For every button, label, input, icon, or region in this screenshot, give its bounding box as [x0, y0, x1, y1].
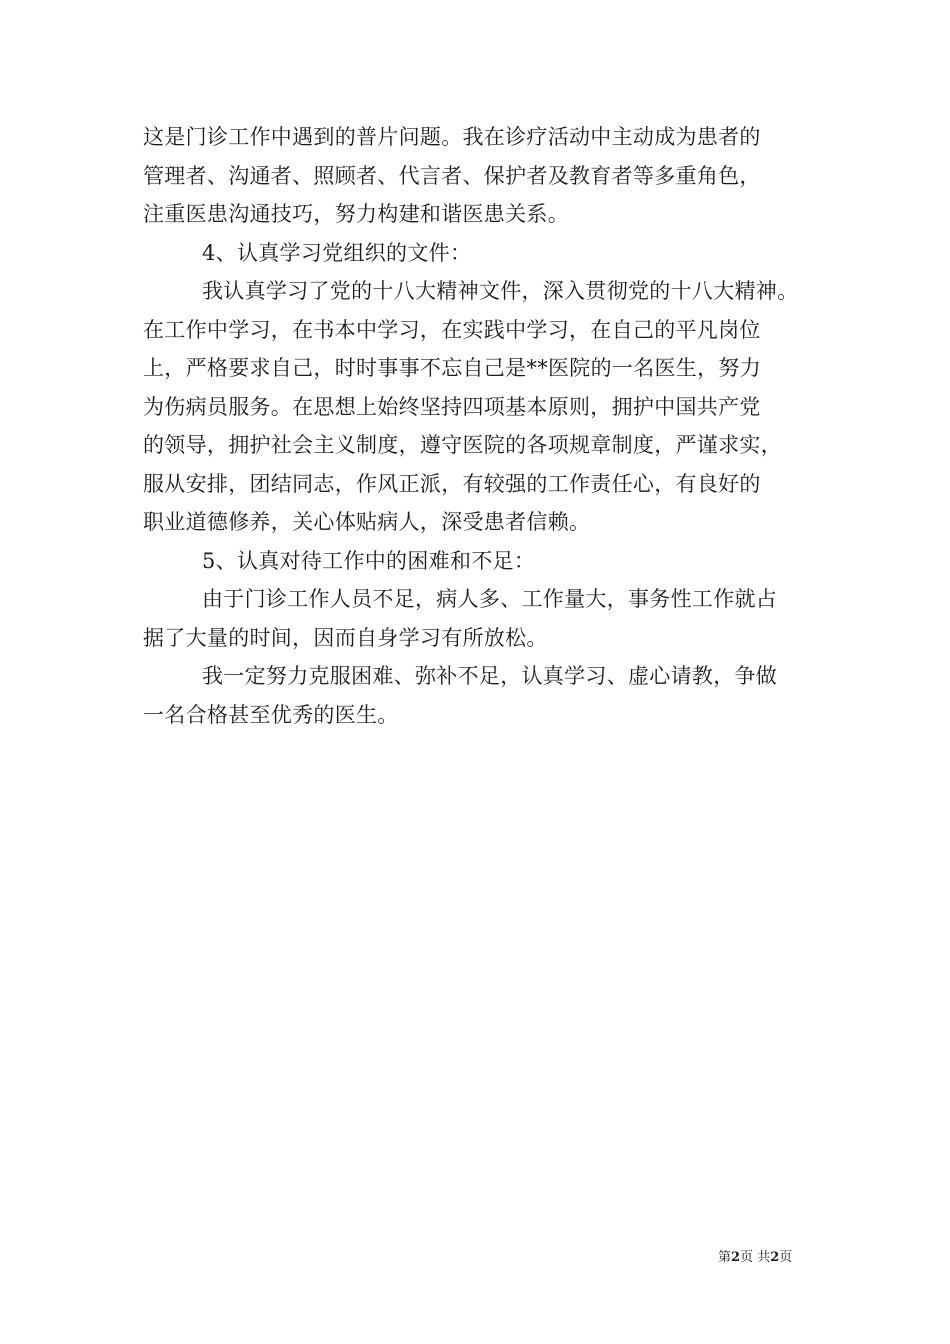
page-footer	[718, 1246, 792, 1265]
text-line: 我认真学习了党的十八大精神文件，深入贯彻党的十八大精神。	[202, 279, 799, 303]
footer-prefix: 第	[718, 1250, 732, 1265]
text-line: 在工作中学习，在书本中学习，在实践中学习，在自己的平凡岗位	[143, 317, 761, 342]
footer-middle: 页 共	[740, 1250, 771, 1265]
text-line: 由于门诊工作人员不足，病人多、工作量大，事务性工作就占	[202, 587, 778, 611]
text-line: 上，严格要求自己，时时事事不忘自己是**医院的一名医生，努力	[143, 356, 761, 380]
section-heading: 4、认真学习党组织的文件：	[202, 240, 472, 265]
text-line: 我一定努力克服困难、弥补不足，认真学习、虚心请教，争做	[202, 664, 778, 688]
text-line: 注重医患沟通技巧，努力构建和谐医患关系。	[143, 202, 569, 226]
text-line: 服从安排，团结同志，作风正派，有较强的工作责任心，有良好的	[143, 471, 761, 496]
text-line: 为伤病员服务。在思想上始终坚持四项基本原则，拥护中国共产党	[143, 394, 761, 419]
text-line: 据了大量的时间，因而自身学习有所放松。	[143, 625, 548, 650]
footer-suffix: 页	[779, 1250, 793, 1265]
current-page-number: 2	[731, 1250, 741, 1265]
text-line: 一名合格甚至优秀的医生。	[143, 702, 399, 727]
text-line: 的领导，拥护社会主义制度，遵守医院的各项规章制度，严谨求实，	[143, 433, 782, 457]
section-heading: 5、认真对待工作中的困难和不足：	[202, 548, 536, 573]
text-line: 职业道德修养，关心体贴病人，深受患者信赖。	[143, 510, 591, 534]
document-body	[143, 118, 818, 734]
text-line: 这是门诊工作中遇到的普片问题。我在诊疗活动中主动成为患者的	[143, 125, 761, 149]
text-line: 管理者、沟通者、照顾者、代言者、保护者及教育者等多重角色，	[143, 163, 761, 188]
total-pages-number: 2	[770, 1250, 780, 1265]
